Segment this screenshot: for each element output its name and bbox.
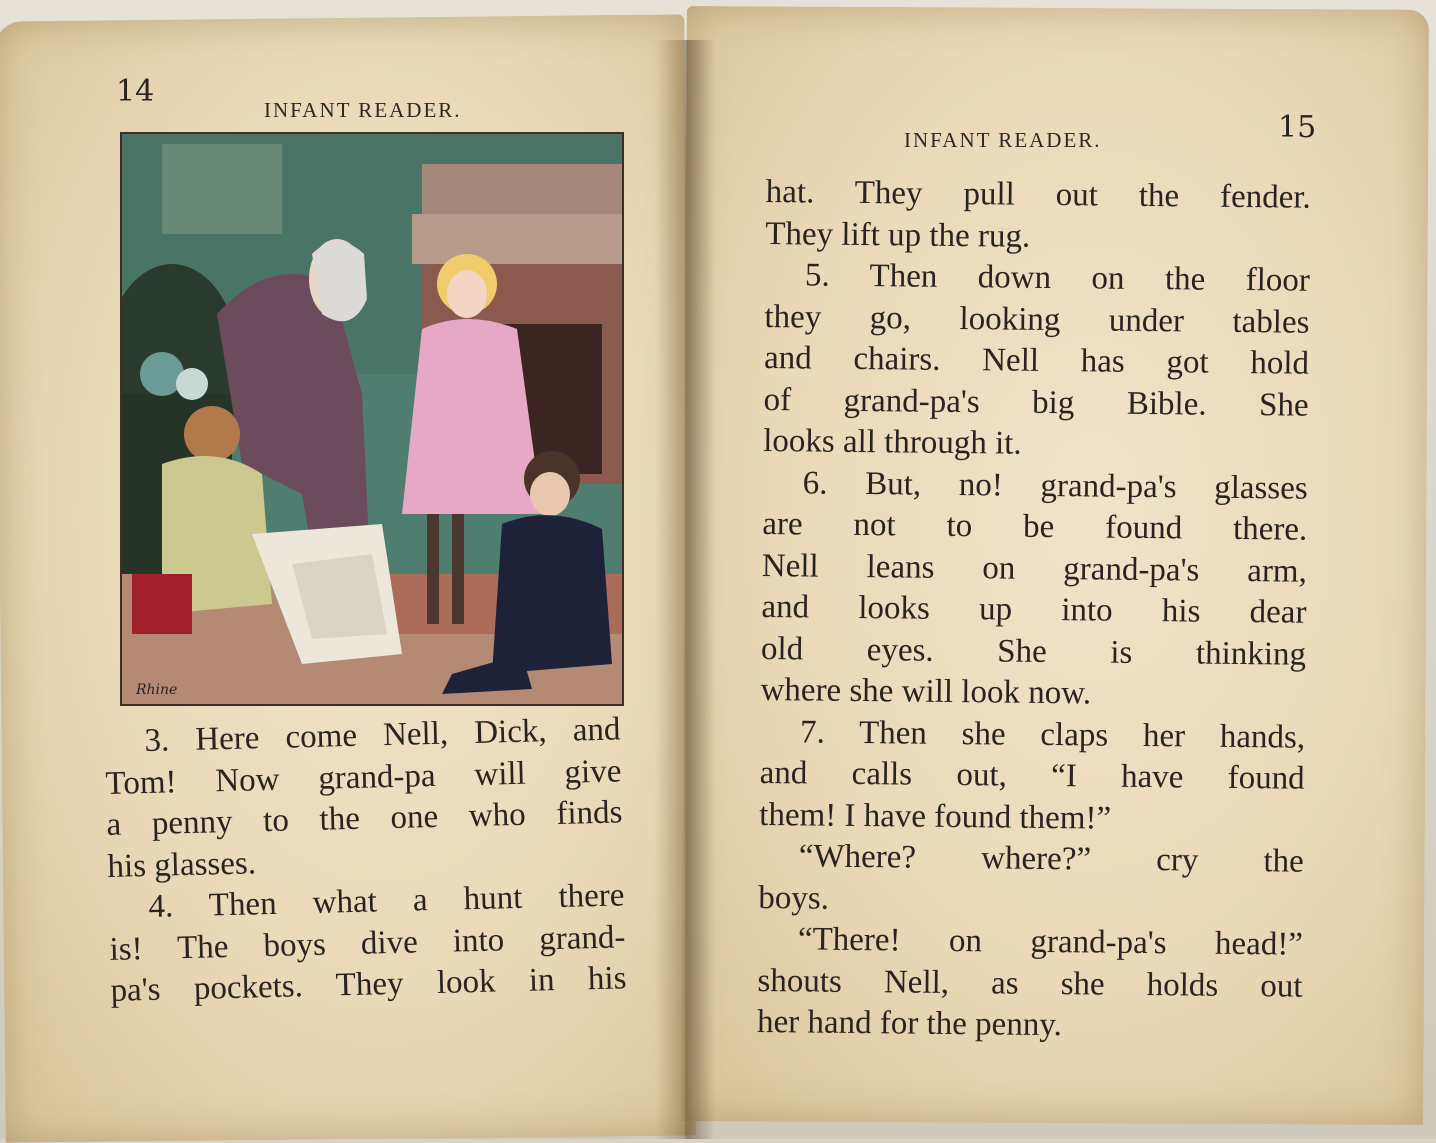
text-line: Nell leans on grand-pa's arm, [761, 547, 1308, 590]
text-line: his glasses. [107, 844, 257, 885]
illustration-signature: Rhine [136, 682, 178, 698]
text-line: “Where? where?” cry the [798, 838, 1304, 880]
text-line: hat. They pull out the fender. [765, 173, 1311, 216]
text-line: looks all through it. [762, 422, 1022, 462]
illustration-grandpa-and-children [120, 132, 624, 706]
text-line: are not to be found there. [762, 505, 1308, 548]
right-page-text [757, 172, 1311, 1049]
left-running-head: INFANT READER. [264, 98, 462, 122]
left-page-number: 14 [116, 74, 155, 109]
text-line: 3. Here come Nell, Dick, and [144, 711, 621, 760]
text-line: where she will look now. [760, 671, 1092, 712]
right-running-head: INFANT READER. [904, 128, 1102, 152]
right-page-number: 15 [1278, 110, 1317, 145]
text-line: 7. Then she claps her hands, [799, 713, 1306, 756]
text-line: Tom! Now grand-pa will give [105, 752, 622, 802]
text-line: and chairs. Nell has got hold [763, 339, 1310, 382]
text-line: her hand for the penny. [756, 1003, 1063, 1044]
text-line: 5. Then down on the floor [804, 257, 1311, 299]
text-line: 6. But, no! grand-pa's glasses [802, 464, 1308, 507]
text-line: a penny to the one who finds [106, 794, 623, 843]
text-line: pa's pockets. They look in his [110, 960, 627, 1009]
left-page-text [104, 709, 627, 1012]
text-line: and looks up into his dear [761, 588, 1307, 631]
text-line: they go, looking under tables [764, 298, 1310, 341]
text-line: and calls out, “I have found [759, 754, 1305, 797]
text-line: boys. [758, 879, 830, 917]
illustration-drawing [122, 134, 622, 704]
text-line: them! I have found them!” [759, 796, 1112, 837]
text-line: of grand-pa's big Bible. She [763, 381, 1309, 424]
text-line: They lift up the rug. [765, 215, 1031, 255]
text-line: shouts Nell, as she holds out [757, 962, 1303, 1005]
text-line: is! The boys dive into grand- [109, 918, 626, 968]
text-line: 4. Then what a hunt there [148, 877, 625, 925]
text-line: “There! on grand-pa's head!” [797, 921, 1304, 963]
text-line: old eyes. She is thinking [760, 630, 1307, 673]
